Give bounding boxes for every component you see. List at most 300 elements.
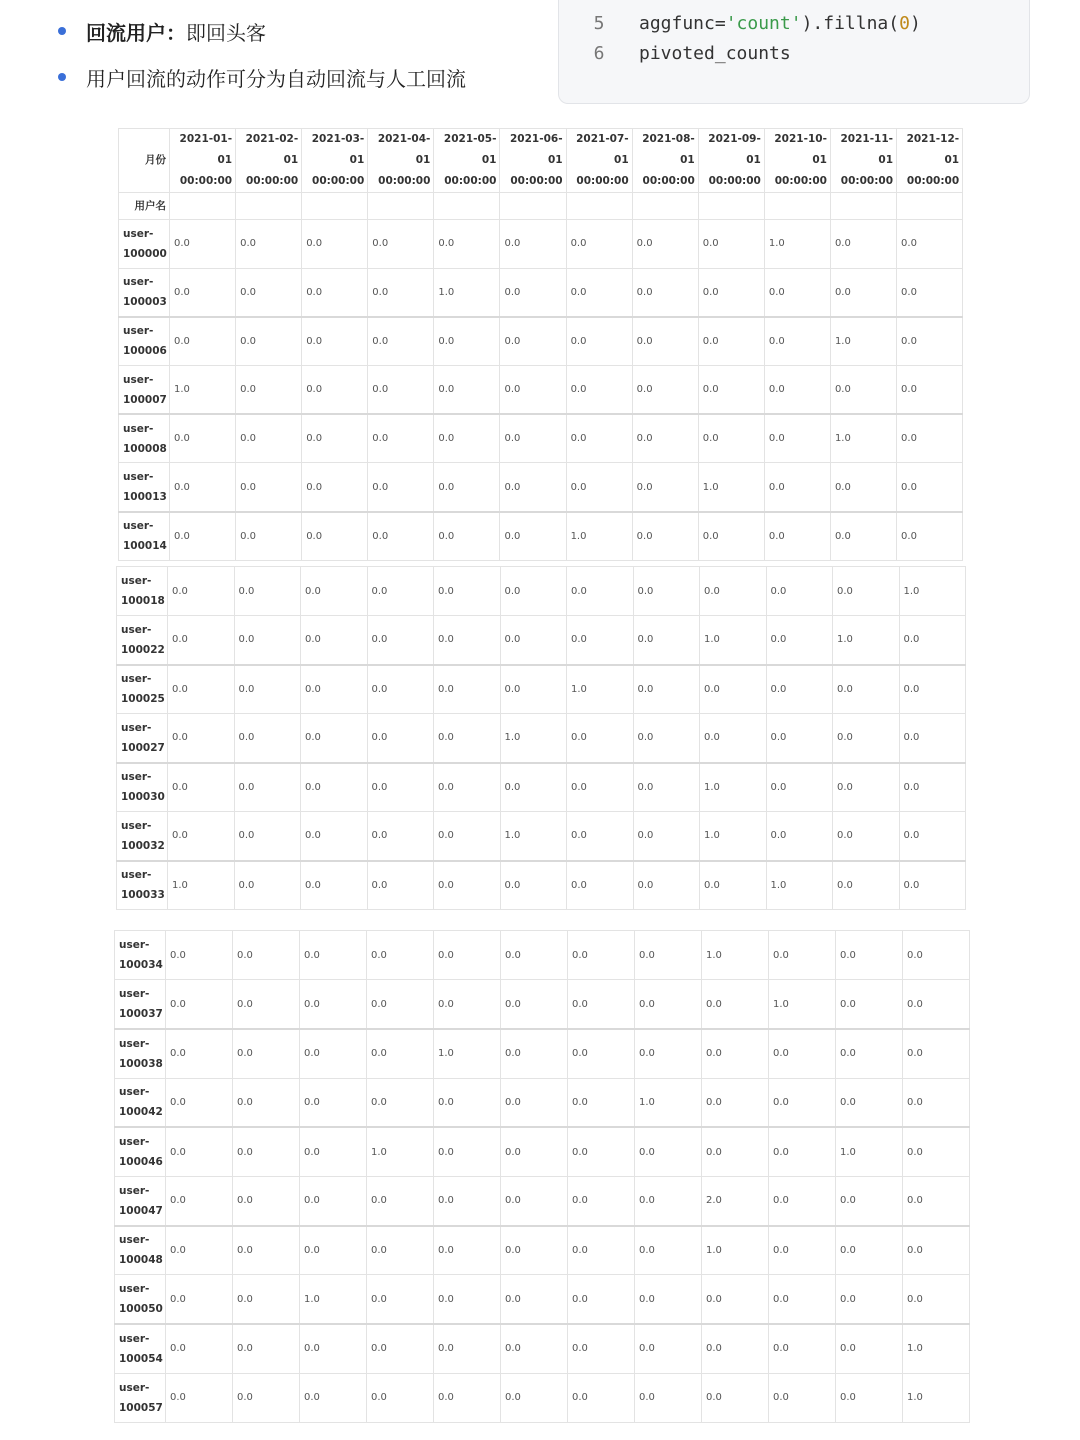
table-cell: 0.0 (903, 980, 970, 1029)
table-cell: 0.0 (368, 317, 434, 366)
column-header (764, 129, 830, 193)
table-cell: 0.0 (368, 512, 434, 561)
table-cell: 0.0 (903, 1127, 970, 1176)
table-cell: 0.0 (367, 1029, 434, 1078)
row-index-label (117, 812, 168, 861)
table-cell: 0.0 (367, 567, 434, 616)
table-cell: 0.0 (633, 861, 700, 910)
table-cell: 1.0 (434, 268, 500, 317)
row-index-label (115, 931, 166, 980)
table-cell: 0.0 (236, 366, 302, 415)
table-cell: 0.0 (766, 812, 833, 861)
table-cell: 1.0 (434, 1029, 501, 1078)
table-cell: 0.0 (368, 220, 434, 269)
row-index-id: 100034 (119, 959, 163, 972)
table-cell: 0.0 (899, 714, 966, 763)
table-cell: 0.0 (899, 812, 966, 861)
table-cell: 0.0 (833, 714, 900, 763)
table-cell: 0.0 (302, 414, 368, 463)
table-cell: 0.0 (500, 763, 567, 812)
table-cell: 0.0 (168, 812, 235, 861)
column-header (302, 129, 368, 193)
table-cell: 0.0 (166, 980, 233, 1029)
table-cell: 0.0 (567, 812, 634, 861)
table-cell: 0.0 (700, 714, 767, 763)
table-cell: 0.0 (766, 763, 833, 812)
table-row (115, 980, 970, 1029)
row-index-id: 100000 (123, 247, 167, 260)
table-cell: 1.0 (170, 366, 236, 415)
bullet-bold-label: 回流用户： (86, 20, 186, 45)
table-cell: 0.0 (567, 567, 634, 616)
column-header-time: 00:00:00 (444, 175, 497, 187)
column-header-date: 2021-08-01 (642, 133, 695, 166)
table-cell: 0.0 (500, 414, 566, 463)
table-cell: 0.0 (833, 567, 900, 616)
table-cell: 0.0 (833, 861, 900, 910)
table-cell: 0.0 (501, 1324, 568, 1373)
table-cell: 0.0 (567, 616, 634, 665)
table-cell: 1.0 (367, 1127, 434, 1176)
table-cell: 0.0 (233, 1275, 300, 1324)
table-cell: 0.0 (702, 1078, 769, 1127)
table-cell: 0.0 (301, 812, 368, 861)
table-row (117, 812, 966, 861)
table-row (119, 317, 963, 366)
table-cell: 0.0 (434, 220, 500, 269)
table-cell: 0.0 (903, 1176, 970, 1225)
table-cell: 1.0 (635, 1078, 702, 1127)
table-cell: 0.0 (368, 366, 434, 415)
column-header-date: 2021-11-01 (840, 133, 894, 166)
table-cell: 0.0 (233, 1226, 300, 1275)
row-index-prefix: user- (119, 939, 150, 952)
column-header-time: 00:00:00 (312, 175, 365, 187)
table-cell: 0.0 (897, 414, 963, 463)
row-index-label (117, 763, 168, 812)
row-index-label (117, 567, 168, 616)
table-cell: 0.0 (500, 463, 566, 512)
row-index-id: 100006 (123, 345, 167, 358)
table-row (115, 1078, 970, 1127)
table-cell: 0.0 (434, 812, 501, 861)
column-header (500, 129, 566, 193)
column-header-date: 2021-04-01 (377, 133, 431, 166)
code-text: aggfunc= (639, 12, 726, 34)
table-cell: 0.0 (170, 220, 236, 269)
row-index-label (119, 512, 170, 561)
row-index-label (115, 1176, 166, 1225)
table-cell: 0.0 (635, 1029, 702, 1078)
row-index-id: 100013 (123, 491, 167, 504)
table-cell: 0.0 (301, 665, 368, 714)
table-cell: 0.0 (168, 714, 235, 763)
row-index-id: 100057 (119, 1401, 163, 1414)
table-cell: 0.0 (236, 512, 302, 561)
table-cell: 0.0 (233, 1078, 300, 1127)
table-cell: 0.0 (567, 861, 634, 910)
table-cell: 0.0 (702, 1127, 769, 1176)
table-cell: 0.0 (301, 861, 368, 910)
table-cell: 0.0 (766, 616, 833, 665)
table-cell: 0.0 (500, 512, 566, 561)
empty-header-cell (500, 193, 566, 220)
row-index-id: 100027 (121, 741, 165, 754)
row-index-label (115, 1078, 166, 1127)
table-cell: 0.0 (635, 1324, 702, 1373)
table-cell: 1.0 (566, 512, 632, 561)
table-cell: 0.0 (566, 463, 632, 512)
table-cell: 0.0 (302, 268, 368, 317)
table-cell: 0.0 (764, 366, 830, 415)
table-row (115, 1127, 970, 1176)
table-cell: 0.0 (833, 812, 900, 861)
empty-header-cell (170, 193, 236, 220)
table-cell: 0.0 (233, 980, 300, 1029)
table-cell: 0.0 (635, 931, 702, 980)
table-cell: 0.0 (632, 220, 698, 269)
table-cell: 0.0 (635, 1127, 702, 1176)
table-cell: 0.0 (568, 1275, 635, 1324)
table-cell: 0.0 (769, 1373, 836, 1422)
table-cell: 0.0 (766, 714, 833, 763)
table-row (117, 567, 966, 616)
empty-header-cell (434, 193, 500, 220)
table-row (115, 1176, 970, 1225)
table-cell: 0.0 (301, 763, 368, 812)
table-cell: 0.0 (635, 1275, 702, 1324)
table-cell: 0.0 (234, 714, 301, 763)
table-cell: 0.0 (632, 268, 698, 317)
table-row (119, 268, 963, 317)
table-cell: 0.0 (568, 1373, 635, 1422)
table-cell: 0.0 (501, 1226, 568, 1275)
row-index-prefix: user- (123, 227, 154, 240)
bullet-dot-icon (58, 27, 66, 35)
column-header (632, 129, 698, 193)
row-index-label (115, 1275, 166, 1324)
table-cell: 0.0 (702, 1275, 769, 1324)
table-cell: 0.0 (566, 220, 632, 269)
table-cell: 0.0 (434, 1226, 501, 1275)
column-header-time: 00:00:00 (245, 175, 299, 187)
table-cell: 0.0 (302, 220, 368, 269)
column-header (434, 129, 500, 193)
table-cell: 0.0 (367, 812, 434, 861)
table-cell: 0.0 (836, 1078, 903, 1127)
table-cell: 0.0 (897, 366, 963, 415)
row-index-id: 100008 (123, 442, 167, 455)
table-cell: 0.0 (434, 931, 501, 980)
table-cell: 0.0 (234, 861, 301, 910)
column-header-time: 00:00:00 (378, 175, 431, 187)
table-cell: 0.0 (899, 616, 966, 665)
code-text: ).fillna( (801, 12, 900, 34)
table-cell: 0.0 (434, 763, 501, 812)
table-cell: 0.0 (367, 665, 434, 714)
table-cell: 0.0 (899, 763, 966, 812)
table-cell: 0.0 (501, 980, 568, 1029)
table-cell: 0.0 (302, 463, 368, 512)
table-cell: 0.0 (233, 931, 300, 980)
table-cell: 0.0 (702, 1029, 769, 1078)
row-index-prefix: user- (119, 988, 150, 1001)
row-index-prefix: user- (123, 520, 154, 533)
row-index-label (117, 861, 168, 910)
table-cell: 0.0 (166, 1373, 233, 1422)
table-cell: 0.0 (233, 1127, 300, 1176)
table-cell: 0.0 (566, 366, 632, 415)
table-cell: 0.0 (301, 567, 368, 616)
table-cell: 0.0 (698, 512, 764, 561)
table-cell: 0.0 (500, 268, 566, 317)
table-cell: 0.0 (698, 268, 764, 317)
table-cell: 0.0 (567, 714, 634, 763)
line-number: 5 (593, 12, 605, 34)
bullet-text: 即回头客 (186, 20, 266, 45)
table-cell: 0.0 (769, 1029, 836, 1078)
column-header-time: 00:00:00 (576, 175, 629, 187)
row-index-prefix: user- (123, 276, 154, 289)
table-cell: 0.0 (698, 317, 764, 366)
code-number: 0 (899, 12, 910, 34)
table-cell: 0.0 (367, 1176, 434, 1225)
column-header-date: 2021-03-01 (311, 133, 365, 166)
table-cell: 0.0 (633, 763, 700, 812)
table-cell: 0.0 (434, 1275, 501, 1324)
table-cell: 0.0 (170, 463, 236, 512)
table-cell: 1.0 (833, 616, 900, 665)
columns-axis-label: 月份 (119, 129, 170, 193)
table-cell: 0.0 (633, 567, 700, 616)
table-cell: 0.0 (836, 1176, 903, 1225)
table-row (119, 463, 963, 512)
table-cell: 0.0 (367, 1078, 434, 1127)
table-cell: 0.0 (568, 931, 635, 980)
code-block (558, 0, 1030, 104)
table-cell: 0.0 (300, 1324, 367, 1373)
row-index-label (119, 414, 170, 463)
table-cell: 0.0 (897, 512, 963, 561)
table-cell: 0.0 (434, 616, 501, 665)
table-cell: 0.0 (367, 1275, 434, 1324)
table-cell: 1.0 (168, 861, 235, 910)
table-cell: 0.0 (764, 268, 830, 317)
table-cell: 0.0 (300, 980, 367, 1029)
table-cell: 0.0 (166, 1078, 233, 1127)
table-cell: 1.0 (836, 1127, 903, 1176)
table-cell: 0.0 (236, 414, 302, 463)
row-index-id: 100030 (121, 791, 165, 804)
table-cell: 1.0 (764, 220, 830, 269)
row-index-id: 100038 (119, 1057, 163, 1070)
table-cell: 0.0 (897, 317, 963, 366)
table-cell: 0.0 (769, 1226, 836, 1275)
column-header-date: 2021-05-01 (443, 133, 497, 166)
table-cell: 0.0 (836, 980, 903, 1029)
table-cell: 0.0 (836, 1275, 903, 1324)
table-cell: 0.0 (234, 567, 301, 616)
table-cell: 0.0 (300, 1226, 367, 1275)
table-cell: 0.0 (836, 931, 903, 980)
table-cell: 0.0 (635, 1176, 702, 1225)
table-cell: 0.0 (568, 1324, 635, 1373)
table-cell: 0.0 (903, 931, 970, 980)
table-cell: 0.0 (434, 414, 500, 463)
row-index-prefix: user- (123, 422, 154, 435)
row-index-prefix: user- (121, 819, 152, 832)
row-index-id: 100047 (119, 1204, 163, 1217)
table-cell: 0.0 (236, 220, 302, 269)
table-cell: 0.0 (632, 512, 698, 561)
table-row (117, 861, 966, 910)
code-line (559, 38, 791, 68)
table-cell: 0.0 (233, 1029, 300, 1078)
table-cell: 0.0 (234, 812, 301, 861)
table-cell: 0.0 (698, 220, 764, 269)
row-index-prefix: user- (123, 373, 154, 386)
table-cell: 0.0 (500, 317, 566, 366)
table-cell: 0.0 (836, 1029, 903, 1078)
table-cell: 0.0 (367, 980, 434, 1029)
row-index-label (115, 1373, 166, 1422)
table-cell: 0.0 (300, 1127, 367, 1176)
row-index-prefix: user- (119, 1184, 150, 1197)
column-header-date: 2021-09-01 (708, 133, 761, 166)
table-cell: 0.0 (166, 1324, 233, 1373)
table-cell: 0.0 (301, 714, 368, 763)
table-cell: 0.0 (302, 317, 368, 366)
table-cell: 0.0 (300, 1176, 367, 1225)
table-cell: 0.0 (500, 861, 567, 910)
table-cell: 0.0 (434, 665, 501, 714)
row-index-label (117, 616, 168, 665)
table-cell: 1.0 (700, 812, 767, 861)
table-cell: 0.0 (769, 931, 836, 980)
empty-header-cell (897, 193, 963, 220)
table-cell: 0.0 (367, 861, 434, 910)
row-index-prefix: user- (119, 1037, 150, 1050)
table-row (115, 1029, 970, 1078)
table-cell: 0.0 (769, 1324, 836, 1373)
table-cell: 0.0 (632, 366, 698, 415)
column-header-date: 2021-10-01 (774, 133, 827, 166)
table-cell: 0.0 (170, 317, 236, 366)
row-index-label (117, 714, 168, 763)
table-cell: 0.0 (501, 931, 568, 980)
table-cell: 0.0 (500, 665, 567, 714)
table-cell: 0.0 (633, 616, 700, 665)
code-text: ) (909, 12, 921, 34)
row-index-prefix: user- (119, 1381, 150, 1394)
row-index-id: 100007 (123, 393, 167, 406)
table-row (119, 414, 963, 463)
table-cell: 1.0 (899, 567, 966, 616)
table-cell: 0.0 (166, 931, 233, 980)
row-index-id: 100037 (119, 1008, 163, 1021)
table-cell: 0.0 (769, 1078, 836, 1127)
column-header (368, 129, 434, 193)
table-cell: 0.0 (766, 665, 833, 714)
table-cell: 1.0 (702, 1226, 769, 1275)
table-cell: 0.0 (166, 1275, 233, 1324)
column-header (170, 129, 236, 193)
table-cell: 1.0 (830, 317, 896, 366)
table-cell: 0.0 (236, 463, 302, 512)
table-cell: 0.0 (500, 366, 566, 415)
row-index-prefix: user- (123, 325, 154, 338)
line-number: 6 (593, 42, 605, 64)
row-index-id: 100032 (121, 839, 165, 852)
table-cell: 0.0 (368, 268, 434, 317)
table-cell: 0.0 (434, 714, 501, 763)
column-header-time: 00:00:00 (708, 175, 761, 187)
table-cell: 0.0 (367, 1324, 434, 1373)
row-index-label (115, 1226, 166, 1275)
table-cell: 0.0 (500, 616, 567, 665)
table-cell: 0.0 (568, 1176, 635, 1225)
table-cell: 0.0 (702, 1373, 769, 1422)
row-index-id: 100050 (119, 1303, 163, 1316)
table-cell: 0.0 (830, 463, 896, 512)
table-cell: 0.0 (434, 317, 500, 366)
column-header (566, 129, 632, 193)
table-cell: 0.0 (170, 268, 236, 317)
table-cell: 0.0 (833, 763, 900, 812)
row-index-prefix: user- (119, 1332, 150, 1345)
table-cell: 0.0 (700, 567, 767, 616)
table-cell: 0.0 (367, 616, 434, 665)
table-cell: 0.0 (568, 1078, 635, 1127)
table-cell: 0.0 (568, 1029, 635, 1078)
table-cell: 0.0 (632, 463, 698, 512)
table-cell: 0.0 (633, 714, 700, 763)
row-index-id: 100033 (121, 889, 165, 902)
table-cell: 0.0 (903, 1226, 970, 1275)
table-cell: 1.0 (300, 1275, 367, 1324)
table-cell: 0.0 (368, 463, 434, 512)
bullet-item (56, 8, 536, 54)
table-cell: 0.0 (170, 512, 236, 561)
table-cell: 1.0 (903, 1324, 970, 1373)
column-header-time: 00:00:00 (840, 175, 894, 187)
table-cell: 0.0 (897, 220, 963, 269)
column-header-date: 2021-06-01 (510, 133, 563, 166)
table-cell: 0.0 (769, 1176, 836, 1225)
table-cell: 0.0 (166, 1029, 233, 1078)
empty-header-cell (830, 193, 896, 220)
table-cell: 0.0 (769, 1275, 836, 1324)
row-index-prefix: user- (119, 1283, 150, 1296)
table-cell: 1.0 (700, 616, 767, 665)
empty-header-cell (236, 193, 302, 220)
table-cell: 0.0 (700, 665, 767, 714)
table-cell: 0.0 (501, 1127, 568, 1176)
row-index-id: 100048 (119, 1254, 163, 1267)
table-cell: 0.0 (830, 512, 896, 561)
row-index-label (119, 463, 170, 512)
table-cell: 0.0 (501, 1373, 568, 1422)
row-index-prefix: user- (121, 869, 152, 882)
table-cell: 0.0 (500, 567, 567, 616)
table-cell: 0.0 (168, 567, 235, 616)
table-cell: 0.0 (501, 1176, 568, 1225)
table-cell: 0.0 (168, 763, 235, 812)
row-index-id: 100025 (121, 693, 165, 706)
table-cell: 0.0 (830, 268, 896, 317)
table-cell: 0.0 (434, 1176, 501, 1225)
table-cell: 0.0 (166, 1226, 233, 1275)
